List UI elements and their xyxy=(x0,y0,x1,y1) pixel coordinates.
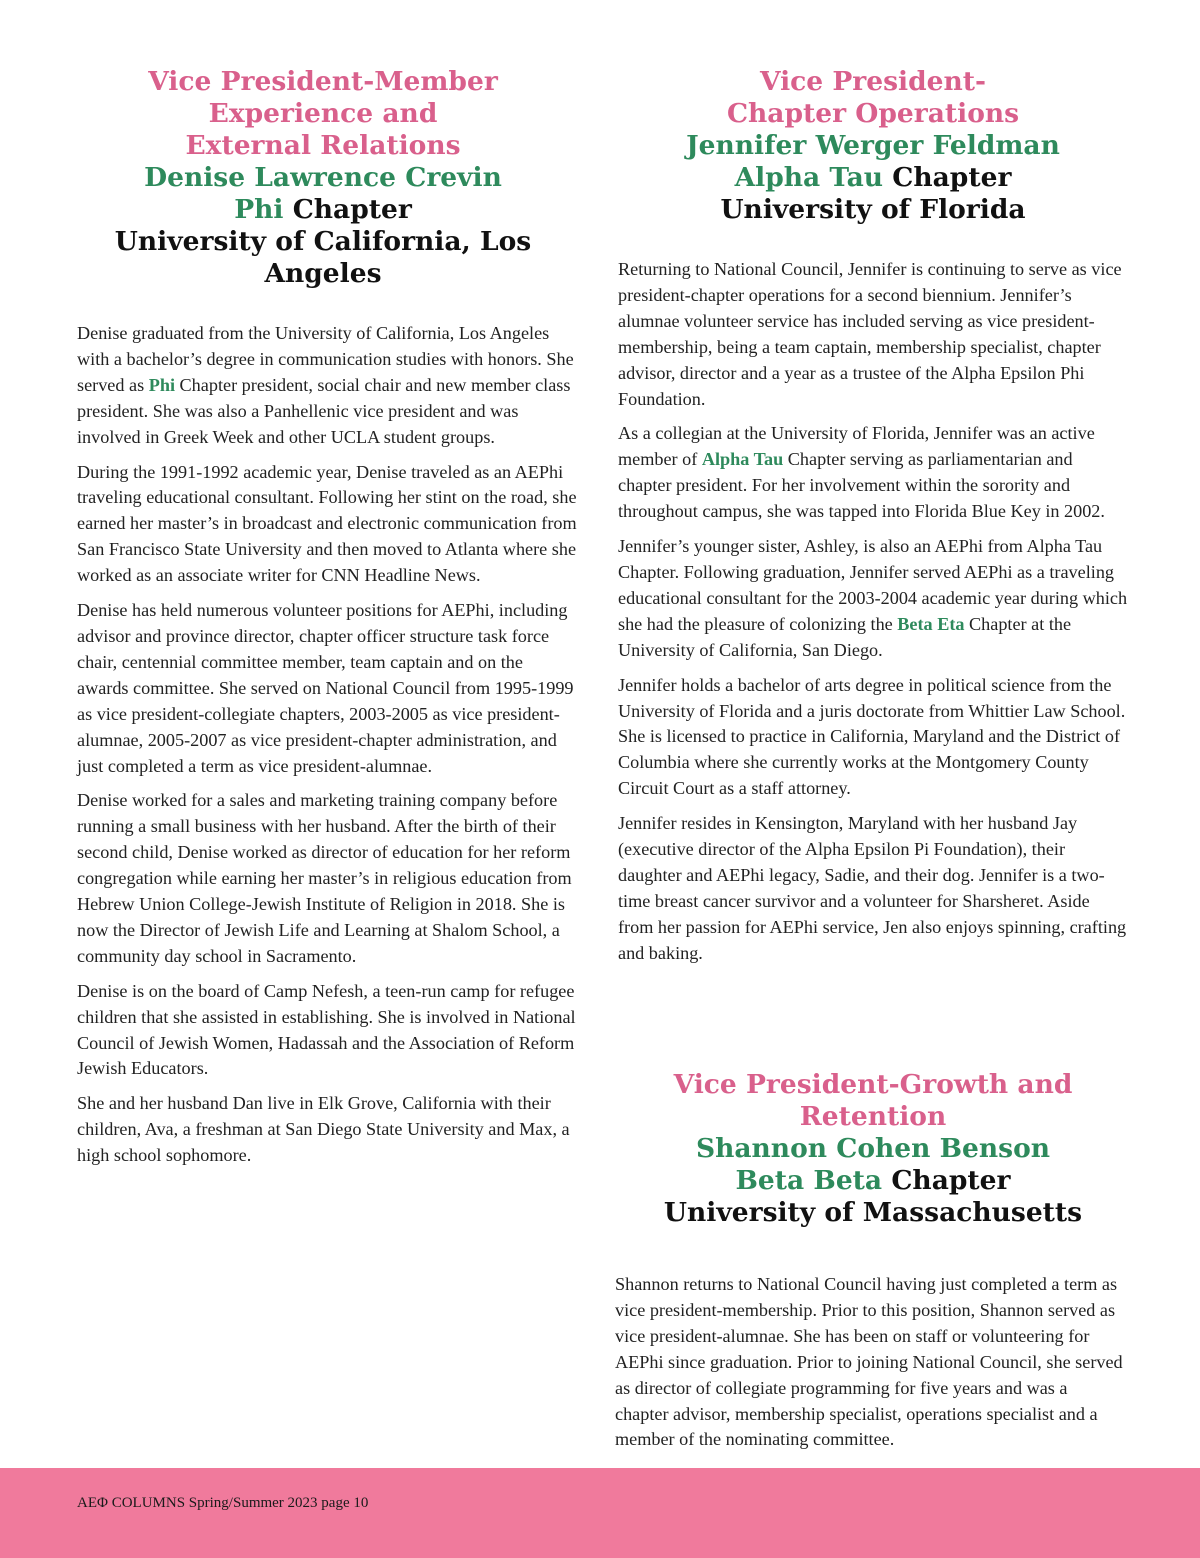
position-title-line-2: Chapter Operations xyxy=(726,98,1020,129)
officer-name: Denise Lawrence Crevin xyxy=(144,162,502,193)
chapter-line xyxy=(77,194,569,226)
chapter-name: Phi xyxy=(234,194,284,225)
profile-shannon xyxy=(615,1069,1125,1462)
profile-body xyxy=(618,257,1128,967)
profile-body xyxy=(77,321,577,1169)
chapter-word: Chapter xyxy=(292,194,412,225)
chapter-highlight: Phi xyxy=(148,374,175,395)
position-title-line-1: Vice President- xyxy=(759,66,986,97)
chapter-highlight: Beta Eta xyxy=(897,613,965,634)
position-title-line-2: External Relations xyxy=(185,130,461,161)
university-name: University of Florida xyxy=(720,194,1026,225)
paragraph: Jennifer holds a bachelor of arts degree in political science from the University of Florida and a juris doctorate from Whittier Law School. She is licensed to practice in California, Maryland and the District of Columbia where she currently works at the Montgomery County Circuit Court as a staff attorney. xyxy=(618,674,1126,799)
profile-denise xyxy=(77,66,577,1178)
paragraph: Jennifer’s younger sister, Ashley, is also an AEPhi from Alpha Tau Chapter. Following graduation, Jennifer served AEPhi as a traveling educational consultant for the 2003-2004 academic year during which she had the pleasure of colonizing the Beta Eta Chapter at the University of California, San Diego. xyxy=(618,536,1128,660)
profile-jennifer xyxy=(618,66,1128,976)
paragraph: Denise graduated from the University of California, Los Angeles with a bachelor’s degree in communication studies with honors. She served as Phi Chapter president, social chair and new member class president. She was also a Panhellenic vice president and was involved in Greek Week and other UCLA student groups. xyxy=(77,323,574,447)
university-name: University of California, Los Angeles xyxy=(114,226,532,289)
paragraph: Denise worked for a sales and marketing training company before running a small business with her husband. After the birth of their second child, Denise worked as director of education for her reform congregation while earning her master’s in religious education from Hebrew Union College-Jewish Institute of Religion in 2018. She is now the Director of Jewish Life and Learning at Shalom School, a community day school in Sacramento. xyxy=(77,790,572,966)
position-title: Vice President-Growth and Retention xyxy=(673,1069,1073,1132)
profile-heading xyxy=(77,66,569,290)
profile-body xyxy=(615,1272,1125,1453)
paragraph: As a collegian at the University of Florida, Jennifer was an active member of Alpha Tau Chapter serving as parliamentarian and chapter president. For her involvement within the sorority and throughout campus, she was tapped into Florida Blue Key in 2002. xyxy=(618,423,1105,522)
chapter-word: Chapter xyxy=(891,1165,1011,1196)
officer-name: Jennifer Werger Feldman xyxy=(686,130,1060,161)
position-title-line-1: Vice President-Member Experience and xyxy=(148,66,498,129)
footer-page-label: AEΦ COLUMNS Spring/Summer 2023 page 10 xyxy=(77,1495,369,1511)
chapter-name: Alpha Tau xyxy=(734,162,884,193)
paragraph: Denise is on the board of Camp Nefesh, a teen-run camp for refugee children that she assisted in establishing. She is involved in National Council of Jewish Women, Hadassah and the Association of Reform Jewish Educators. xyxy=(77,980,576,1079)
paragraph: She and her husband Dan live in Elk Grove, California with their children, Ava, a freshman at San Diego State University and Max, a high school sophomore. xyxy=(77,1093,570,1166)
chapter-line xyxy=(615,1165,1131,1197)
paragraph: Shannon returns to National Council having just completed a term as vice president-membership. Prior to this position, Shannon served as vice president-alumnae. She has been on staff or volunteering for AEPhi since graduation. Prior to joining National Council, she served as director of collegiate programming for five years and was a chapter advisor, membership specialist, operations specialist and a member of the nominating committee. xyxy=(615,1274,1123,1450)
chapter-name: Beta Beta xyxy=(735,1165,883,1196)
university-name: University of Massachusetts xyxy=(663,1197,1083,1228)
profile-heading xyxy=(618,66,1128,226)
officer-name: Shannon Cohen Benson xyxy=(695,1133,1051,1164)
chapter-word: Chapter xyxy=(892,162,1012,193)
chapter-line xyxy=(618,162,1128,194)
paragraph: Denise has held numerous volunteer positions for AEPhi, including advisor and province director, chapter officer structure task force chair, centennial committee member, team captain and on the awards committee. She served on National Council from 1995-1999 as vice president-collegiate chapters, 2003-2005 as vice president-alumnae, 2005-2007 as vice president-chapter administration, and just completed a term as vice president-alumnae. xyxy=(77,600,574,776)
page-footer xyxy=(0,1468,1200,1558)
paragraph: Jennifer resides in Kensington, Maryland with her husband Jay (executive director of the Alpha Epsilon Pi Foundation), their daughter and AEPhi legacy, Sadie, and their dog. Jennifer is a two-time breast cancer survivor and a volunteer for Sharsheret. Aside from her passion for AEPhi service, Jen also enjoys spinning, crafting and baking. xyxy=(618,813,1127,963)
chapter-highlight: Alpha Tau xyxy=(701,449,784,470)
paragraph: Returning to National Council, Jennifer is continuing to serve as vice president-chapter operations for a second biennium. Jennifer’s alumnae volunteer service has included serving as vice president-membership, being a team captain, membership specialist, chapter advisor, director and a year as a trustee of the Alpha Epsilon Phi Foundation. xyxy=(618,259,1122,409)
paragraph: During the 1991-1992 academic year, Denise traveled as an AEPhi traveling educational consultant. Following her stint on the road, she earned her master’s in broadcast and electronic communication from San Francisco State University and then moved to Atlanta where she worked as an associate writer for CNN Headline News. xyxy=(77,461,577,586)
profile-heading xyxy=(615,1069,1131,1229)
